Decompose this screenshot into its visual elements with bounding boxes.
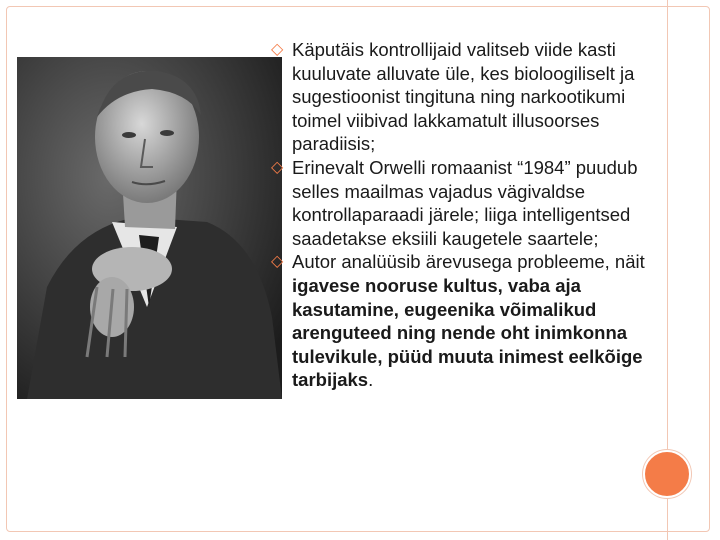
author-portrait-photo: [17, 57, 282, 399]
bullet-text: Käputäis kontrollijaid valitseb viide kasti kuuluvate alluvate üle, kes bioloogiliselt ja sugestioonist tingituna ning narkootikumi toimel viibivad lakkamatult illusoorses paradiisis;: [292, 39, 635, 155]
hollow-diamond-bullet-icon: ◇: [271, 253, 284, 271]
decorative-accent-circle: [643, 450, 691, 498]
bullet-text: Autor analüüsib ärevusega probleeme, näit igavese nooruse kultus, vaba aja kasutamine, eugeenika võimalikud arenguteed ning nende oht inimkonna tulevikule, püüd muuta inimest eelkõige tarbijaks.: [292, 251, 645, 391]
bullet-list: [270, 38, 665, 392]
bullet-item: [270, 250, 665, 392]
bullet-item: [270, 156, 665, 250]
bullet-text: Erinevalt Orwelli romaanist “1984” puudub selles maailmas vajadus vägivaldse kontrollaparaadi järele; liiga intelligentsed saadetakse eksiili kaugetele saartele;: [292, 156, 638, 249]
portrait-image: [17, 57, 282, 399]
bullet-item: [270, 38, 665, 156]
hollow-diamond-bullet-icon: ◇: [271, 158, 284, 176]
bullet-emphasis: igavese nooruse kultus, vaba aja kasutamine, eugeenika võimalikud arenguteed ning nende oht inimkonna tulevikule, püüd muuta inimest eelkõige tarbijaks: [292, 274, 643, 391]
hollow-diamond-bullet-icon: ◇: [271, 41, 284, 58]
